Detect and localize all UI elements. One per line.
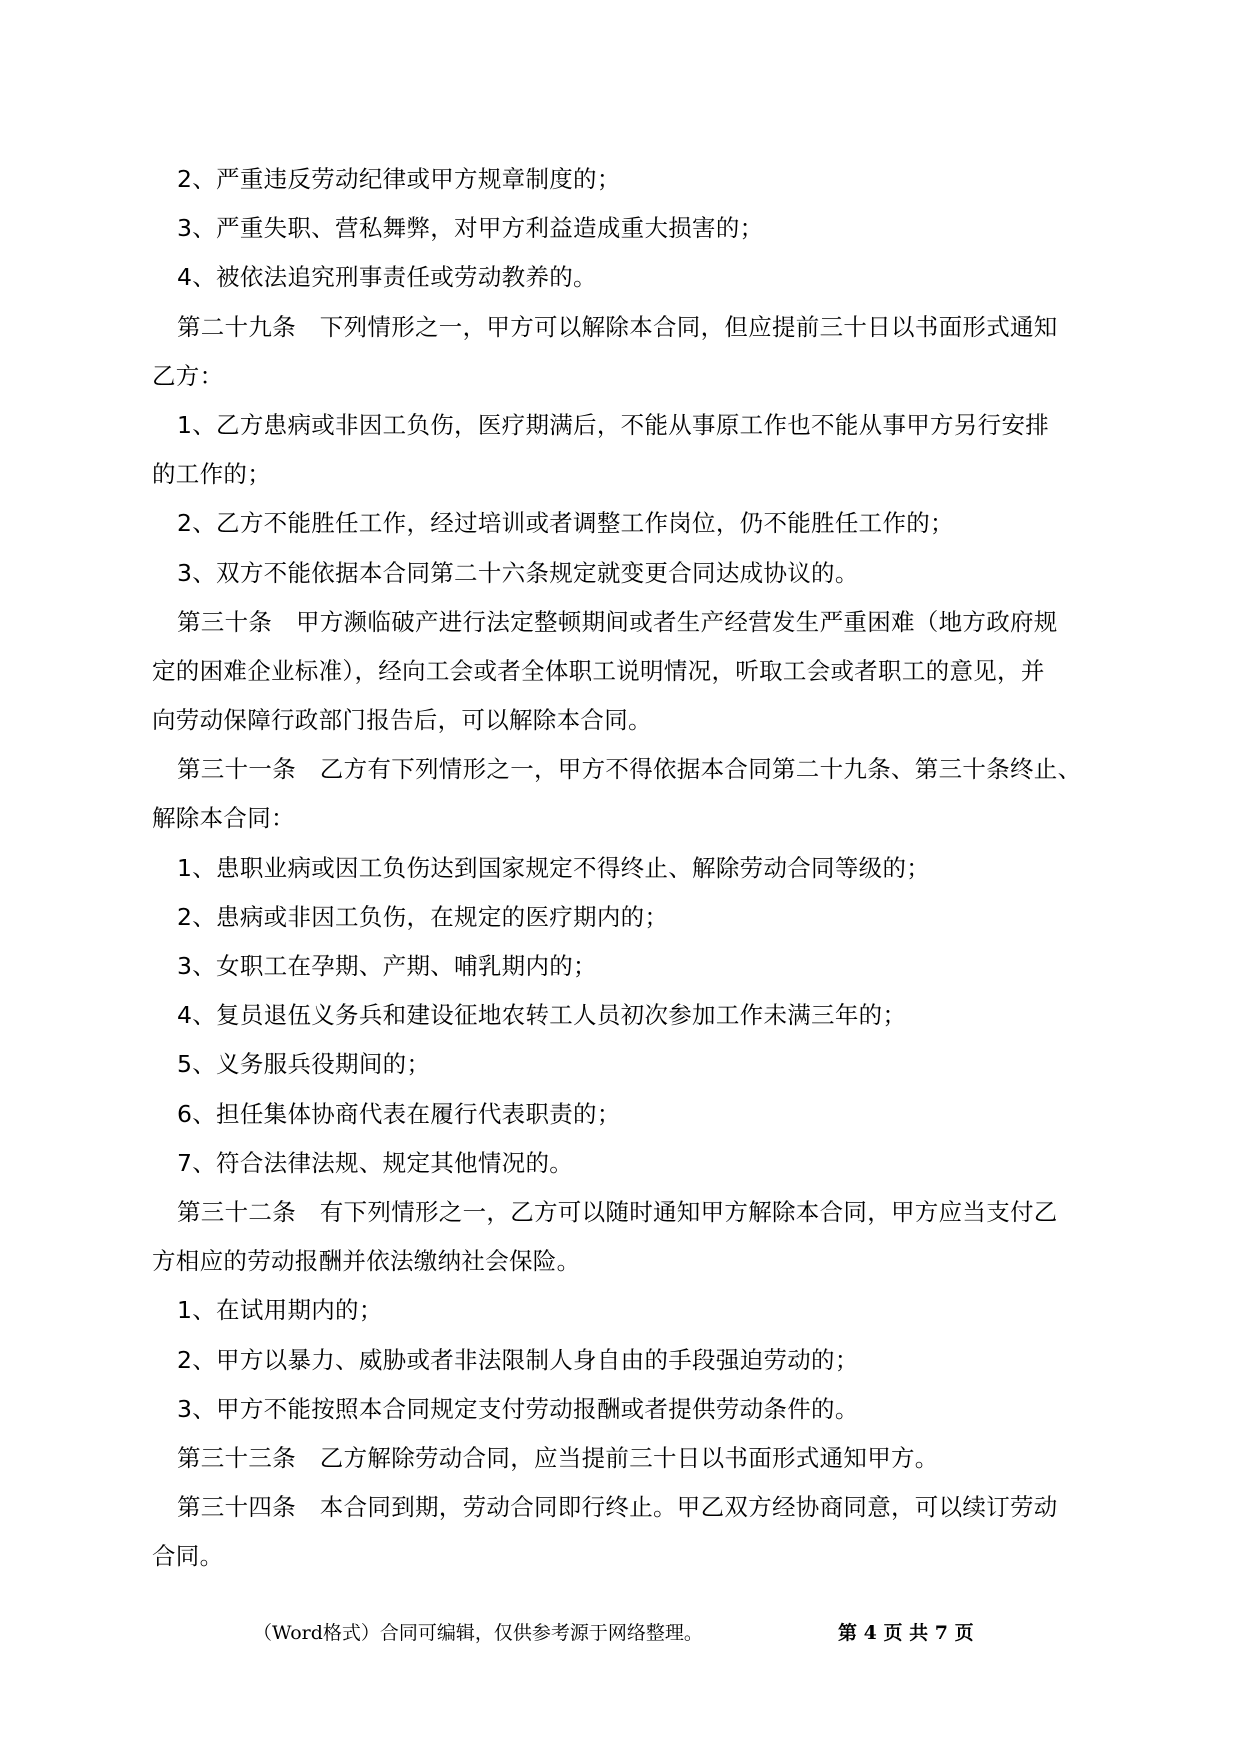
page-footer	[0, 1618, 1241, 1652]
page-number-prefix: 第	[838, 1622, 858, 1644]
text-line: 1、在试用期内的；	[177, 1296, 383, 1325]
text-line: 3、甲方不能按照本合同规定支付劳动报酬或者提供劳动条件的。	[177, 1394, 859, 1423]
text-line: 第三十三条 乙方解除劳动合同，应当提前三十日以书面形式通知甲方。	[177, 1443, 939, 1472]
text-line: 3、严重失职、营私舞弊，对甲方利益造成重大损害的；	[177, 214, 764, 243]
text-line: 4、被依法追究刑事责任或劳动教养的。	[177, 263, 597, 292]
text-line: 2、严重违反劳动纪律或甲方规章制度的；	[177, 165, 621, 193]
page-number-middle: 页 共	[883, 1622, 929, 1644]
text-line: 乙方：	[152, 361, 224, 390]
text-line: 方相应的劳动报酬并依法缴纳社会保险。	[152, 1247, 581, 1276]
text-line: 6、担任集体协商代表在履行代表职责的；	[177, 1099, 621, 1128]
text-line: 1、乙方患病或非因工负伤，医疗期满后，不能从事原工作也不能从事甲方另行安排	[177, 410, 1050, 439]
text-line: 合同。	[152, 1542, 224, 1571]
text-line: 第三十二条 有下列情形之一，乙方可以随时通知甲方解除本合同，甲方应当支付乙	[177, 1197, 1058, 1226]
text-line: 7、符合法律法规、规定其他情况的。	[177, 1148, 574, 1177]
text-line: 向劳动保障行政部门报告后，可以解除本合同。	[152, 706, 652, 735]
text-line: 5、义务服兵役期间的；	[177, 1050, 431, 1079]
text-line: 2、乙方不能胜任工作，经过培训或者调整工作岗位，仍不能胜任工作的；	[177, 509, 954, 538]
footer-note: （Word格式）合同可编辑，仅供参考源于网络整理。	[253, 1622, 703, 1644]
text-line: 4、复员退伍义务兵和建设征地农转工人员初次参加工作未满三年的；	[177, 1001, 907, 1030]
page-number	[838, 1618, 974, 1645]
text-line: 2、患病或非因工负伤，在规定的医疗期内的；	[177, 902, 669, 931]
text-line: 3、双方不能依据本合同第二十六条规定就变更合同达成协议的。	[177, 558, 859, 587]
text-line: 2、甲方以暴力、威胁或者非法限制人身自由的手段强迫劳动的；	[177, 1345, 859, 1374]
text-line: 第三十一条 乙方有下列情形之一，甲方不得依据本合同第二十九条、第三十条终止、	[177, 755, 1082, 784]
text-line: 的工作的；	[152, 460, 271, 489]
text-line: 第三十条 甲方濒临破产进行法定整顿期间或者生产经营发生严重困难（地方政府规	[177, 607, 1058, 636]
page-number-total: 7	[934, 1622, 948, 1644]
document-body	[152, 155, 1092, 1581]
text-line: 1、患职业病或因工负伤达到国家规定不得终止、解除劳动合同等级的；	[177, 853, 931, 882]
page-number-suffix: 页	[954, 1622, 974, 1644]
text-line: 解除本合同：	[152, 804, 295, 833]
text-line: 第二十九条 下列情形之一，甲方可以解除本合同，但应提前三十日以书面形式通知	[177, 312, 1058, 341]
page-number-current: 4	[863, 1622, 877, 1644]
text-line: 第三十四条 本合同到期，劳动合同即行终止。甲乙双方经协商同意，可以续订劳动	[177, 1493, 1058, 1522]
text-line: 定的困难企业标准），经向工会或者全体职工说明情况，听取工会或者职工的意见，并	[152, 656, 1045, 685]
text-line: 3、女职工在孕期、产期、哺乳期内的；	[177, 952, 597, 980]
